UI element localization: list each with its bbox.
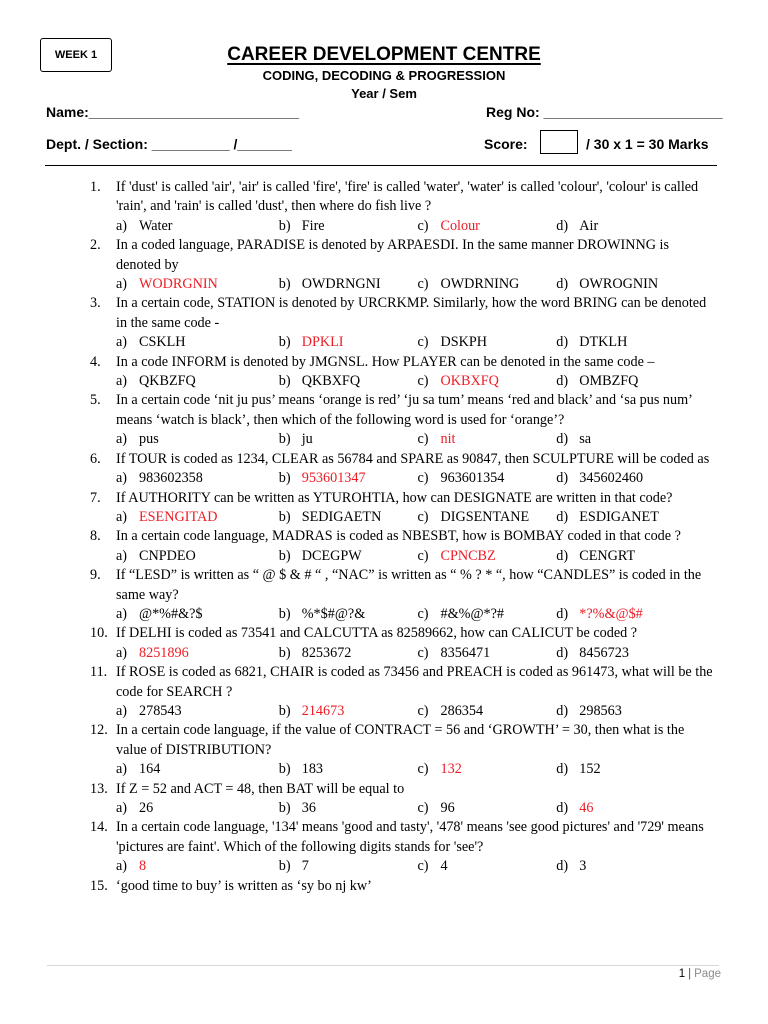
option-text: ESDIGANET — [579, 508, 659, 525]
option-item — [556, 508, 716, 527]
options-row — [90, 372, 716, 391]
option-item — [116, 430, 279, 449]
option-label: b) — [278, 470, 291, 487]
option-label: d) — [556, 858, 569, 875]
option-item — [418, 333, 557, 352]
option-label: a) — [116, 276, 128, 293]
question-item — [90, 294, 716, 333]
option-label: c) — [417, 702, 429, 719]
name-field: Name:___________________________ — [46, 104, 300, 120]
option-text: Water — [139, 217, 173, 234]
option-text: CENGRT — [579, 547, 636, 564]
option-item — [556, 430, 716, 449]
options-row — [90, 605, 716, 624]
option-label: a) — [116, 470, 128, 487]
question-number: 9. — [90, 567, 101, 584]
option-label: a) — [116, 508, 128, 525]
question-text: If AUTHORITY can be written as YTUROHTIA, how can DESIGNATE are written in that code? — [116, 489, 673, 506]
question-item — [90, 780, 716, 799]
question-text: In a certain code ‘nit ju pus’ means ‘orange is red’ ‘ju sa tum’ means ‘red and black’ and ‘sa pus num’ means ‘watch is black’, then which of the following word is used for ‘orange’? — [116, 392, 692, 428]
option-text: 36 — [301, 800, 316, 816]
option-item — [556, 605, 716, 624]
option-text: 278543 — [139, 702, 182, 719]
option-item — [279, 605, 418, 624]
option-label: b) — [278, 547, 291, 564]
option-label: c) — [417, 276, 429, 293]
option-text: 8253672 — [301, 644, 352, 661]
options-row — [90, 469, 716, 488]
question-number: 13. — [90, 780, 108, 797]
option-item — [116, 644, 279, 663]
option-label: c) — [417, 547, 429, 564]
option-text: 152 — [579, 761, 601, 778]
option-label: c) — [417, 217, 429, 234]
option-label: c) — [417, 470, 429, 487]
option-text: %*$#@?& — [301, 605, 366, 622]
option-text: DSKPH — [440, 334, 488, 351]
option-label: d) — [556, 217, 569, 234]
option-text: OWDRNING — [440, 276, 520, 293]
option-text: 8356471 — [440, 644, 491, 661]
option-item — [418, 372, 557, 391]
option-item — [116, 372, 279, 391]
option-item — [556, 760, 716, 779]
question-number: 15. — [90, 877, 108, 894]
option-item — [116, 217, 279, 236]
option-label: b) — [278, 276, 291, 293]
options-row — [90, 760, 716, 779]
option-label: a) — [116, 761, 128, 778]
marks-label: / 30 x 1 = 30 Marks — [586, 136, 709, 152]
option-item — [279, 275, 418, 294]
option-label: d) — [556, 373, 569, 390]
option-text: 26 — [139, 800, 154, 816]
question-item — [90, 566, 716, 605]
option-item — [279, 469, 418, 488]
option-label: b) — [278, 800, 291, 816]
option-item — [556, 702, 716, 721]
question-item — [90, 236, 716, 275]
question-item — [90, 624, 716, 643]
option-text: sa — [579, 431, 592, 448]
option-answer-text: *?%&@$# — [579, 605, 643, 622]
option-label: a) — [116, 334, 128, 351]
option-label: b) — [278, 858, 291, 875]
question-text: In a certain code language, if the value of CONTRACT = 56 and ‘GROWTH’ = 30, then what is the value of DISTRIBUTION? — [116, 722, 685, 758]
question-item — [90, 353, 716, 372]
option-item — [116, 508, 279, 527]
option-label: b) — [278, 644, 291, 661]
question-text: In a certain code language, '134' means 'good and tasty', '478' means 'see good pictures' and '729' means 'pictures are faint'. Which of the following digits stands for 'see'? — [116, 819, 704, 855]
question-text: If Z = 52 and ACT = 48, then BAT will be equal to — [116, 780, 405, 797]
option-text: DIGSENTANE — [440, 508, 530, 525]
option-label: b) — [278, 605, 291, 622]
document-title: CAREER DEVELOPMENT CENTRE — [227, 44, 541, 65]
option-item — [116, 760, 279, 779]
option-item — [116, 799, 279, 818]
option-item — [556, 799, 716, 818]
option-item — [418, 547, 557, 566]
option-item — [116, 547, 279, 566]
question-text: If DELHI is coded as 73541 and CALCUTTA as 82589662, how can CALICUT be coded ? — [116, 625, 638, 642]
options-row — [90, 644, 716, 663]
option-text: 286354 — [440, 702, 484, 719]
option-label: d) — [556, 547, 569, 564]
option-text: OWDRNGNI — [301, 276, 381, 293]
question-text: In a certain code language, MADRAS is coded as NBESBT, how is BOMBAY coded in that code ? — [116, 528, 681, 545]
options-row — [90, 702, 716, 721]
option-item — [556, 333, 716, 352]
question-number: 10. — [90, 625, 108, 642]
option-item — [418, 508, 557, 527]
option-item — [418, 605, 557, 624]
option-label: d) — [556, 702, 569, 719]
week-badge: WEEK 1 — [40, 38, 112, 72]
option-text: QKBXFQ — [301, 373, 361, 390]
option-answer-text: ESENGITAD — [139, 508, 218, 525]
option-label: c) — [417, 373, 429, 390]
option-item — [116, 702, 279, 721]
page-number: 1 — [678, 968, 686, 980]
option-text: pus — [139, 431, 159, 448]
dept-section-field: Dept. / Section: __________ /_______ — [46, 136, 292, 152]
option-label: c) — [417, 508, 429, 525]
option-text: 164 — [139, 761, 161, 778]
question-number: 12. — [90, 722, 108, 739]
option-item — [556, 372, 716, 391]
option-item — [279, 430, 418, 449]
option-text: 345602460 — [579, 470, 644, 487]
question-text: ‘good time to buy’ is written as ‘sy bo nj kw’ — [116, 877, 372, 894]
option-text: 7 — [301, 858, 309, 875]
question-number: 4. — [90, 353, 101, 370]
option-answer-text: 132 — [440, 761, 462, 778]
option-item — [556, 275, 716, 294]
option-text: OWROGNIN — [579, 276, 659, 293]
option-answer-text: 8251896 — [139, 644, 189, 661]
question-item — [90, 877, 716, 896]
option-label: a) — [116, 547, 128, 564]
option-item — [279, 702, 418, 721]
options-row — [90, 217, 716, 236]
footer-separator: | — [688, 968, 692, 980]
question-item — [90, 450, 716, 469]
option-label: a) — [116, 431, 128, 448]
option-item — [418, 760, 557, 779]
option-label: d) — [556, 334, 569, 351]
option-text: 8456723 — [579, 644, 629, 661]
option-label: a) — [116, 605, 128, 622]
option-label: d) — [556, 605, 569, 622]
question-item — [90, 178, 716, 217]
score-box — [540, 130, 578, 154]
option-label: c) — [417, 334, 429, 351]
question-number: 8. — [90, 528, 101, 545]
option-item — [556, 644, 716, 663]
question-number: 14. — [90, 819, 108, 836]
option-item — [556, 469, 716, 488]
option-label: d) — [556, 644, 569, 661]
page-label: Page — [694, 968, 721, 980]
option-label: c) — [417, 644, 429, 661]
question-number: 5. — [90, 392, 101, 409]
option-text: #&%@*?# — [440, 605, 504, 622]
question-text: If “LESD” is written as “ @ $ & # “ , “NAC” is written as “ % ? * “, how “CANDLES” is coded in the same way? — [116, 567, 702, 603]
option-text: 963601354 — [440, 470, 505, 487]
question-text: If TOUR is coded as 1234, CLEAR as 56784 and SPARE as 90847, then SCULPTURE will be coded as — [116, 450, 710, 467]
option-text: 96 — [440, 800, 455, 816]
question-number: 11. — [90, 664, 108, 681]
question-number: 2. — [90, 237, 101, 254]
option-label: a) — [116, 702, 128, 719]
option-item — [116, 857, 279, 876]
option-text: Air — [579, 217, 599, 234]
options-row — [90, 430, 716, 449]
option-item — [418, 469, 557, 488]
option-label: b) — [278, 508, 291, 525]
option-text: DCEGPW — [301, 547, 362, 564]
options-row — [90, 508, 716, 527]
regno-field: Reg No: _______________________ — [486, 104, 723, 120]
option-label: d) — [556, 470, 569, 487]
option-text: 983602358 — [139, 470, 203, 487]
option-label: d) — [556, 431, 569, 448]
option-item — [418, 644, 557, 663]
option-label: b) — [278, 217, 291, 234]
option-item — [418, 275, 557, 294]
option-text: CSKLH — [139, 334, 186, 351]
option-text: CNPDEO — [139, 547, 196, 564]
option-item — [279, 508, 418, 527]
option-item — [116, 333, 279, 352]
option-text: 3 — [579, 858, 587, 875]
option-item — [418, 430, 557, 449]
option-text: OMBZFQ — [579, 373, 639, 390]
option-answer-text: WODRGNIN — [139, 276, 218, 293]
options-row — [90, 547, 716, 566]
footer-divider — [47, 965, 719, 966]
option-answer-text: CPNCBZ — [440, 547, 496, 564]
option-item — [279, 217, 418, 236]
question-item — [90, 818, 716, 857]
option-answer-text: 953601347 — [301, 470, 366, 487]
option-label: a) — [116, 373, 128, 390]
option-text: ju — [301, 431, 313, 448]
option-item — [279, 547, 418, 566]
option-item — [279, 799, 418, 818]
question-text: If ROSE is coded as 6821, CHAIR is coded as 73456 and PREACH is coded as 961473, what will be the code for SEARCH ? — [116, 664, 713, 700]
option-text: QKBZFQ — [139, 373, 196, 390]
option-item — [556, 547, 716, 566]
option-label: a) — [116, 858, 128, 875]
document-subtitle: CODING, DECODING & PROGRESSION — [262, 68, 506, 83]
option-answer-text: 8 — [139, 858, 147, 875]
question-text: In a coded language, PARADISE is denoted by ARPAESDI. In the same manner DROWINNG is denoted by — [116, 237, 669, 273]
option-text: DTKLH — [579, 334, 628, 351]
option-label: b) — [278, 702, 291, 719]
question-item — [90, 391, 716, 430]
options-row — [90, 333, 716, 352]
option-label: a) — [116, 217, 128, 234]
option-label: b) — [278, 373, 291, 390]
option-item — [556, 217, 716, 236]
option-label: c) — [417, 858, 429, 875]
option-text: 4 — [440, 858, 448, 875]
option-item — [116, 469, 279, 488]
question-text: In a certain code, STATION is denoted by URCRKMP. Similarly, how the word BRING can be denoted in the same code - — [116, 295, 707, 331]
option-item — [418, 857, 557, 876]
option-label: c) — [417, 761, 429, 778]
question-text: In a code INFORM is denoted by JMGNSL. How PLAYER can be denoted in the same code – — [116, 353, 655, 370]
question-number: 7. — [90, 489, 101, 506]
options-row — [90, 275, 716, 294]
option-label: d) — [556, 761, 569, 778]
option-item — [116, 275, 279, 294]
option-label: d) — [556, 508, 569, 525]
option-answer-text: nit — [440, 431, 456, 448]
option-label: a) — [116, 800, 128, 816]
option-label: c) — [417, 605, 429, 622]
option-item — [418, 217, 557, 236]
option-item — [116, 605, 279, 624]
question-text: If 'dust' is called 'air', 'air' is called 'fire', 'fire' is called 'water', 'water' is called 'colour', 'colour' is called 'rain', and 'rain' is called 'dust', then where do fish live ? — [116, 179, 699, 215]
question-item — [90, 721, 716, 760]
option-item — [418, 702, 557, 721]
option-answer-text: 46 — [579, 800, 594, 816]
option-answer-text: Colour — [440, 217, 480, 234]
option-item — [418, 799, 557, 818]
score-label: Score: — [484, 136, 528, 152]
option-label: c) — [417, 800, 429, 816]
option-answer-text: 214673 — [301, 702, 345, 719]
option-text: 183 — [301, 761, 324, 778]
option-item — [556, 857, 716, 876]
option-text: 298563 — [579, 702, 622, 719]
option-item — [279, 760, 418, 779]
options-row — [90, 799, 716, 818]
option-item — [279, 644, 418, 663]
header-divider — [45, 165, 717, 166]
option-item — [279, 333, 418, 352]
option-answer-text: OKBXFQ — [440, 373, 499, 390]
option-label: d) — [556, 276, 569, 293]
option-label: b) — [278, 334, 291, 351]
option-item — [279, 857, 418, 876]
option-item — [279, 372, 418, 391]
question-item — [90, 489, 716, 508]
page-footer — [679, 968, 721, 980]
option-text: Fire — [301, 217, 325, 234]
option-label: b) — [278, 761, 291, 778]
options-row — [90, 857, 716, 876]
option-text: @*%#&?$ — [139, 605, 203, 622]
option-answer-text: DPKLI — [301, 334, 344, 351]
option-label: a) — [116, 644, 128, 661]
question-item — [90, 527, 716, 546]
question-item — [90, 663, 716, 702]
question-number: 1. — [90, 179, 101, 195]
option-label: b) — [278, 431, 291, 448]
question-number: 3. — [90, 295, 101, 312]
question-list — [90, 178, 716, 896]
option-label: d) — [556, 800, 569, 816]
option-label: c) — [417, 431, 429, 448]
question-number: 6. — [90, 450, 101, 467]
option-text: SEDIGAETN — [301, 508, 382, 525]
year-sem-label: Year / Sem — [351, 86, 417, 101]
